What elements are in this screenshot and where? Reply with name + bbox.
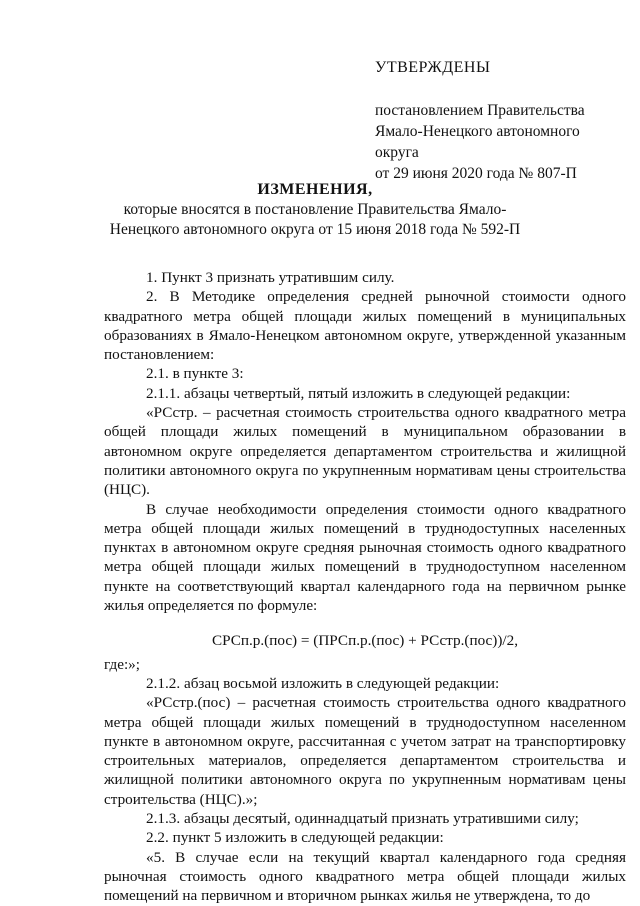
paragraph-10: 2.1.3. абзацы десятый, одиннадцатый признать утратившими силу; bbox=[146, 810, 579, 828]
approval-line-2: Ямало-Ненецкого автономного округа bbox=[375, 123, 580, 161]
document-body bbox=[104, 268, 626, 906]
paragraph-4: 2.1.1. абзацы четвертый, пятый изложить в следующей редакции: bbox=[146, 384, 571, 402]
paragraph-9: «РСстр.(пос) – расчетная стоимость строительства одного квадратного метра общей площади жилых помещений в труднодоступном населенном пункте в автономном округе, рассчитанная с учетом затрат на транспортировку строительных материалов, определяется департаментом строительства и жилищной политики автономного округа по укрупненным нормативам цены строительства (НЦС).»; bbox=[104, 694, 626, 808]
approval-line-1: постановлением Правительства bbox=[375, 102, 585, 119]
paragraph-11: 2.2. пункт 5 изложить в следующей редакции: bbox=[146, 829, 444, 847]
approval-line-3: от 29 июня 2020 года № 807-П bbox=[375, 165, 577, 182]
paragraph-5: «РСстр. – расчетная стоимость строительства одного квадратного метра общей площади жилых помещений в муниципальном образовании в автономном округе определяется департаментом строительства и жилищной политики автономного округа по укрупненным нормативам цены строительства (НЦС). bbox=[104, 404, 626, 499]
paragraph-6: В случае необходимости определения стоимости одного квадратного метра общей площади жилых помещений в труднодоступных населенных пунктах в автономном округе средняя рыночная стоимость одного квадратного метра общей площади жилых помещений в труднодоступном населенном пункте на соответствующий квартал календарного года на первичном рынке жилья определяется по формуле: bbox=[104, 500, 626, 615]
approval-block bbox=[375, 57, 625, 184]
document-heading bbox=[100, 180, 530, 240]
paragraph-12: «5. В случае если на текущий квартал календарного года средняя рыночная стоимость одного квадратного метра общей площади жилых помещений на первичном и вторичном рынках жилья не утверждена, то до bbox=[104, 848, 626, 905]
approval-title: УТВЕРЖДЕНЫ bbox=[375, 59, 491, 76]
formula: СРСп.р.(пос) = (ПРСп.р.(пос) + РСстр.(пос))/2, bbox=[211, 632, 519, 650]
paragraph-1: 1. Пункт 3 признать утратившим силу. bbox=[146, 269, 395, 286]
paragraph-where: где:»; bbox=[104, 655, 140, 673]
document-title: ИЗМЕНЕНИЯ, bbox=[257, 181, 373, 198]
paragraph-2: 2. В Методике определения средней рыночной стоимости одного квадратного метра общей площади жилых помещений в муниципальных образованиях в Ямало-Ненецком автономном округе, утвержденной указанным постановлением: bbox=[104, 288, 626, 364]
paragraph-3: 2.1. в пункте 3: bbox=[146, 365, 244, 383]
paragraph-8: 2.1.2. абзац восьмой изложить в следующей редакции: bbox=[146, 674, 500, 692]
document-subtitle: которые вносятся в постановление Правительства Ямало-Ненецкого автономного округа от 15 июня 2018 года № 592-П bbox=[109, 201, 521, 238]
